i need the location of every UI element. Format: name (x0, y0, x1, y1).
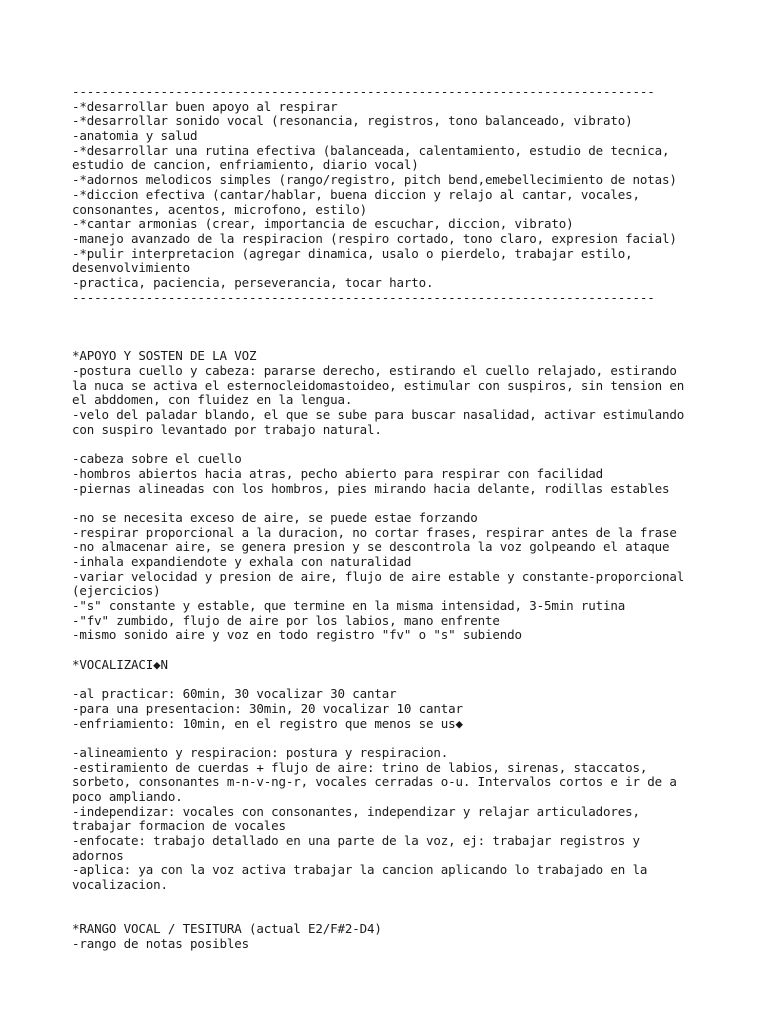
text-line: -al practicar: 60min, 30 vocalizar 30 cantar (72, 686, 397, 702)
text-line: -mismo sonido aire y voz en todo registro "fv" o "s" subiendo (72, 627, 522, 643)
text-line: -practica, paciencia, perseverancia, tocar harto. (72, 274, 434, 290)
text-line: *APOYO Y SOSTEN DE LA VOZ (72, 348, 257, 364)
text-line: la nuca se activa el esternocleidomastoideo, estimular con suspiros, sin tension en (72, 377, 685, 393)
text-line: poco ampliando. (72, 789, 183, 804)
text-line: -manejo avanzado de la respiracion (respiro cortado, tono claro, expresion facial) (72, 230, 677, 246)
text-line: -inhala expandiendote y exhala con naturalidad (72, 554, 412, 569)
text-line: -cabeza sobre el cuello (72, 451, 242, 467)
text-line: -postura cuello y cabeza: pararse derecho, estirando el cuello relajado, estirando (72, 363, 677, 379)
blank-line (72, 305, 762, 320)
blank-line (72, 320, 762, 335)
text-line: desenvolvimiento (72, 260, 191, 276)
text-line: (ejercicios) (72, 583, 161, 599)
text-line: -respirar proporcional a la duracion, no cortar frases, respirar antes de la frase (72, 524, 677, 540)
text-line: vocalizacion. (72, 877, 168, 893)
text-line: -*desarrollar una rutina efectiva (balanceada, calentamiento, estudio de tecnica, (72, 142, 670, 158)
blank-line (72, 496, 762, 511)
text-line: -"s" constante y estable, que termine en la misma intensidad, 3-5min rutina (72, 598, 626, 614)
text-line: *VOCALIZACI◆N (72, 656, 168, 672)
text-line: el abddomen, con fluidez en la lengua. (72, 392, 353, 408)
text-line: -velo del paladar blando, el que se sube para buscar nasalidad, activar estimulando (72, 407, 685, 423)
blank-line (72, 731, 762, 746)
text-line: estudio de cancion, enfriamiento, diario vocal) (72, 157, 419, 173)
blank-line (72, 893, 762, 908)
blank-line (72, 438, 762, 453)
text-line: -no almacenar aire, se genera presion y se descontrola la voz golpeando el ataque (72, 539, 670, 555)
text-line: -*diccion efectiva (cantar/hablar, buena diccion y relajo al cantar, vocales, (72, 186, 640, 202)
text-line: -*cantar armonias (crear, importancia de escuchar, diccion, vibrato) (72, 216, 574, 232)
text-line: -anatomia y salud (72, 128, 198, 144)
text-line: sorbeto, consonantes m-n-v-ng-r, vocales cerradas o-u. Intervalos cortos e ir de a (72, 774, 677, 790)
text-line: -*pulir interpretacion (agregar dinamica, usalo o pierdelo, trabajar estilo, (72, 245, 633, 261)
text-line: -enfriamiento: 10min, en el registro que menos se us◆ (72, 715, 463, 731)
text-line: -piernas alineadas con los hombros, pies mirando hacia delante, rodillas estables (72, 480, 670, 496)
text-line: con suspiro levantado por trabajo natural. (72, 421, 382, 437)
blank-line (72, 673, 762, 688)
blank-line (72, 643, 762, 658)
text-line: -aplica: ya con la voz activa trabajar la cancion aplicando lo trabajado en la (72, 862, 648, 878)
text-line: -rango de notas posibles (72, 935, 250, 951)
text-line: -enfocate: trabajo detallado en una parte de la voz, ej: trabajar registros y (72, 833, 640, 849)
document-page (72, 85, 762, 952)
text-line: trabajar formacion de vocales (72, 818, 286, 834)
text-line: ------------------------------------------------------------------------------- (72, 84, 655, 99)
text-line: consonantes, acentos, microfono, estilo) (72, 201, 368, 217)
text-line: -no se necesita exceso de aire, se puede estae forzando (72, 509, 478, 525)
text-line: *RANGO VOCAL / TESITURA (actual E2/F#2-D4) (72, 921, 382, 937)
text-line: -alineamiento y respiracion: postura y respiracion. (72, 744, 449, 760)
text-line: adornos (72, 847, 124, 863)
text-line: -variar velocidad y presion de aire, flujo de aire estable y constante-proporcional (72, 568, 685, 584)
text-line: -independizar: vocales con consonantes, independizar y relajar articuladores, (72, 803, 640, 819)
text-line: -hombros abiertos hacia atras, pecho abierto para respirar con facilidad (72, 465, 604, 481)
blank-line (72, 335, 762, 350)
text-line: -*adornos melodicos simples (rango/registro, pitch bend,emebellecimiento de notas) (72, 172, 677, 188)
text-line: -estiramiento de cuerdas + flujo de aire: trino de labios, sirenas, staccatos, (72, 759, 648, 775)
text-line: -*desarrollar buen apoyo al respirar (72, 98, 338, 114)
blank-line (72, 908, 762, 923)
text-line: -"fv" zumbido, flujo de aire por los labios, mano enfrente (72, 612, 500, 628)
text-line: -para una presentacion: 30min, 20 vocalizar 10 cantar (72, 700, 463, 716)
text-line: -*desarrollar sonido vocal (resonancia, registros, tono balanceado, vibrato) (72, 113, 633, 129)
text-line: ------------------------------------------------------------------------------- (72, 289, 655, 305)
